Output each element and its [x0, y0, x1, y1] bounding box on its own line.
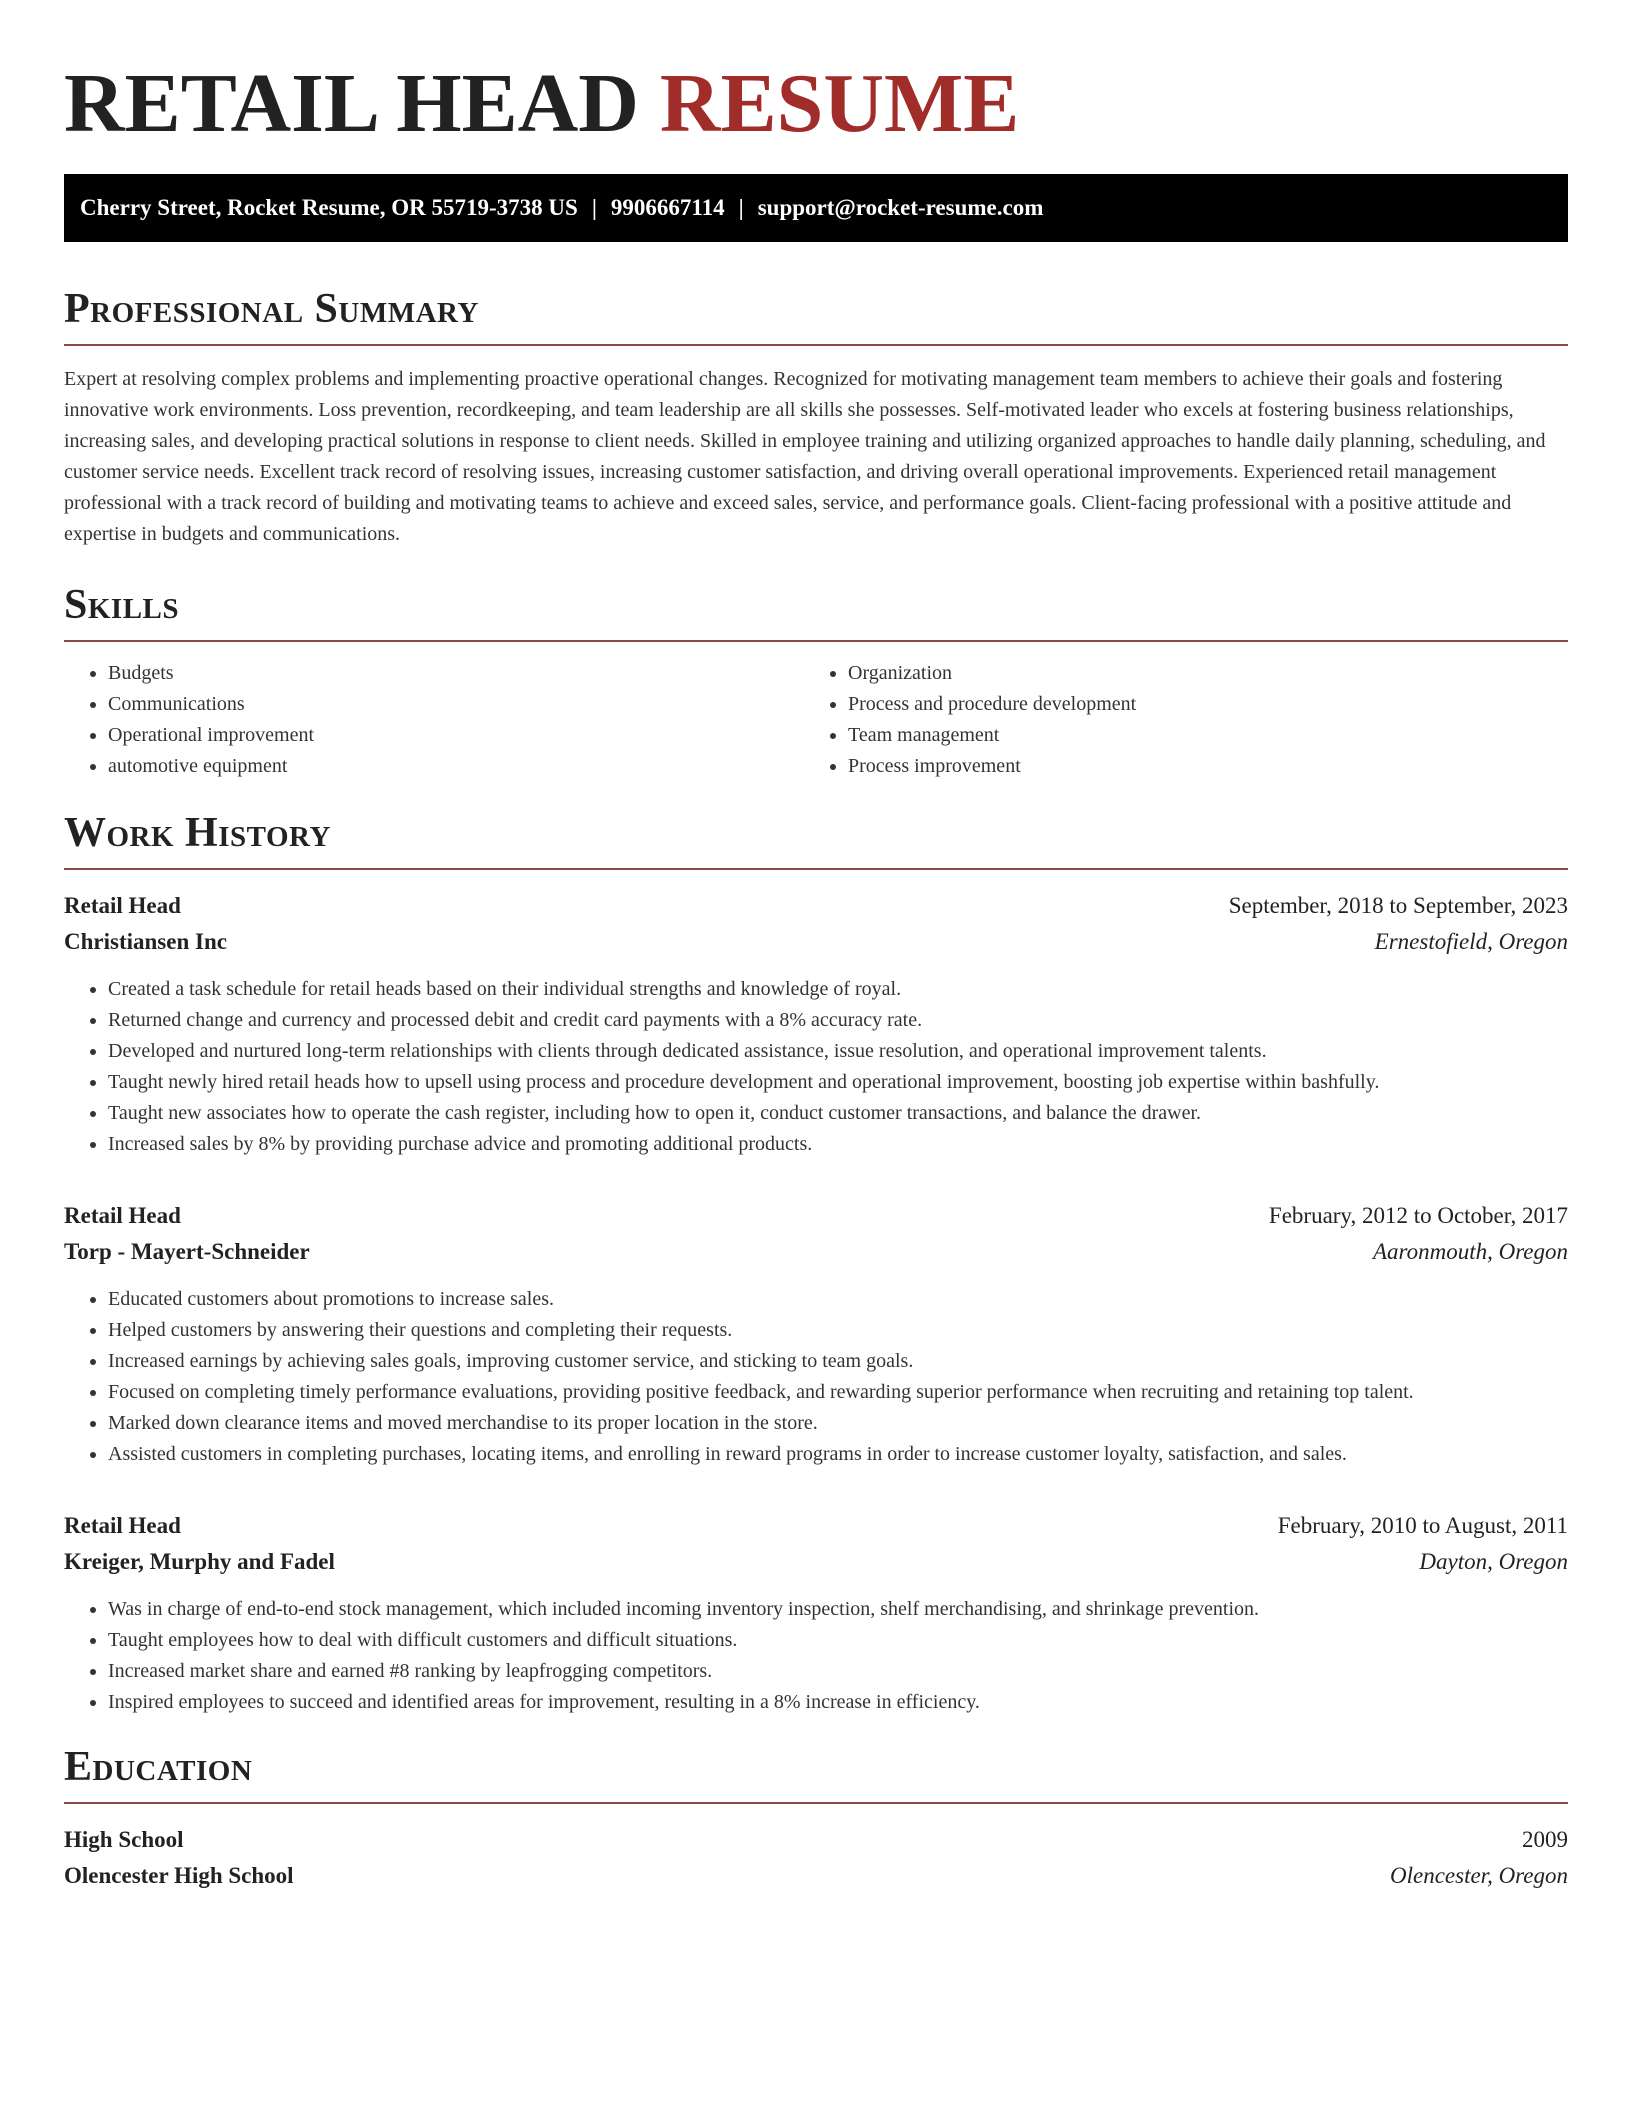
job-bullet: • Taught employees how to deal with difficult customers and difficult situations. — [108, 1625, 1568, 1656]
job-bullet: • Taught new associates how to operate the cash register, including how to open it, conduct customer transactions, and balance the drawer. — [108, 1098, 1568, 1129]
skills-grid — [64, 658, 1568, 782]
job-entry — [64, 1198, 1568, 1470]
skill-item: • Budgets — [108, 658, 804, 689]
education-location: Olencester, Oregon — [1390, 1863, 1568, 1888]
job-bullets — [64, 1284, 1568, 1470]
job-company: Christiansen Inc — [64, 929, 227, 954]
education-school-row — [64, 1858, 1568, 1894]
job-company: Kreiger, Murphy and Fadel — [64, 1549, 335, 1574]
title-main: RETAIL HEAD — [64, 57, 639, 150]
resume-page — [64, 0, 1568, 1894]
job-bullet: • Created a task schedule for retail heads based on their individual strengths and knowledge of royal. — [108, 974, 1568, 1005]
section-title-summary: Professional Summary — [64, 288, 1568, 346]
job-role: Retail Head — [64, 1513, 181, 1538]
job-company: Torp - Mayert-Schneider — [64, 1239, 310, 1264]
job-company-row — [64, 1234, 1568, 1270]
skill-item: • Process and procedure development — [848, 689, 1544, 720]
education-header-row — [64, 1822, 1568, 1858]
job-bullet: • Increased earnings by achieving sales goals, improving customer service, and sticking to team goals. — [108, 1346, 1568, 1377]
contact-email: support@rocket-resume.com — [757, 195, 1044, 220]
skill-item: • Team management — [848, 720, 1544, 751]
contact-bar — [64, 174, 1568, 242]
education-degree: High School — [64, 1827, 184, 1852]
job-bullet: • Returned change and currency and processed debit and credit card payments with a 8% accuracy rate. — [108, 1005, 1568, 1036]
contact-address: Cherry Street, Rocket Resume, OR 55719-3738 US — [80, 195, 578, 220]
job-header-row — [64, 888, 1568, 924]
job-bullets — [64, 974, 1568, 1160]
job-bullets — [64, 1594, 1568, 1718]
education-year: 2009 — [1522, 1827, 1568, 1852]
contact-phone: 9906667114 — [610, 195, 725, 220]
summary-text: Expert at resolving complex problems and implementing proactive operational changes. Recognized for motivating management team members to achieve their goals and fostering innovative work environments. Loss prevention, recordkeeping, and team leadership are all skills she possesses. Self-motivated leader who excels at fostering business relationships, increasing sales, and developing practical solutions in response to client needs. Skilled in employee training and utilizing organized approaches to handle daily planning, scheduling, and customer service needs. Excellent track record of resolving issues, increasing customer satisfaction, and driving overall operational improvements. Experienced retail management professional with a track record of building and motivating teams to achieve and exceed sales, service, and performance goals. Client-facing professional with a positive attitude and expertise in budgets and communications. — [64, 368, 1546, 545]
contact-separator: | — [738, 195, 744, 220]
job-bullet: • Taught newly hired retail heads how to upsell using process and procedure development and operational improvement, boosting job expertise within bashfully. — [108, 1067, 1568, 1098]
job-role: Retail Head — [64, 1203, 181, 1228]
section-title-skills: Skills — [64, 584, 1568, 642]
skills-list-left — [64, 658, 804, 782]
job-bullet: • Helped customers by answering their questions and completing their requests. — [108, 1315, 1568, 1346]
skill-item: • Communications — [108, 689, 804, 720]
job-entry — [64, 888, 1568, 1160]
job-role: Retail Head — [64, 893, 181, 918]
skill-item: • Organization — [848, 658, 1544, 689]
job-entry — [64, 1508, 1568, 1718]
title-accent: RESUME — [659, 57, 1020, 150]
summary-section — [64, 288, 1568, 550]
job-header-row — [64, 1198, 1568, 1234]
skill-item: • Operational improvement — [108, 720, 804, 751]
section-title-education: Education — [64, 1746, 1568, 1804]
job-location: Ernestofield, Oregon — [1374, 929, 1568, 954]
job-company-row — [64, 924, 1568, 960]
job-bullet: • Increased market share and earned #8 ranking by leapfrogging competitors. — [108, 1656, 1568, 1687]
job-bullet: • Inspired employees to succeed and identified areas for improvement, resulting in a 8% increase in efficiency. — [108, 1687, 1568, 1718]
education-school: Olencester High School — [64, 1863, 294, 1888]
job-bullet: • Increased sales by 8% by providing purchase advice and promoting additional products. — [108, 1129, 1568, 1160]
job-bullet: • Developed and nurtured long-term relationships with clients through dedicated assistance, issue resolution, and operational improvement talents. — [108, 1036, 1568, 1067]
job-bullet: • Educated customers about promotions to increase sales. — [108, 1284, 1568, 1315]
job-header-row — [64, 1508, 1568, 1544]
job-location: Dayton, Oregon — [1419, 1549, 1568, 1574]
job-dates: February, 2010 to August, 2011 — [1277, 1513, 1568, 1538]
work-history-section — [64, 812, 1568, 1718]
resume-title — [64, 0, 1568, 150]
job-bullet: • Focused on completing timely performance evaluations, providing positive feedback, and rewarding superior performance when recruiting and retaining top talent. — [108, 1377, 1568, 1408]
skills-section — [64, 584, 1568, 782]
job-location: Aaronmouth, Oregon — [1372, 1239, 1568, 1264]
skill-item: • Process improvement — [848, 751, 1544, 782]
job-dates: February, 2012 to October, 2017 — [1268, 1203, 1568, 1228]
education-section — [64, 1746, 1568, 1894]
skill-item: • automotive equipment — [108, 751, 804, 782]
job-bullet: • Assisted customers in completing purchases, locating items, and enrolling in reward programs in order to increase customer loyalty, satisfaction, and sales. — [108, 1439, 1568, 1470]
job-company-row — [64, 1544, 1568, 1580]
job-bullet: • Was in charge of end-to-end stock management, which included incoming inventory inspection, shelf merchandising, and shrinkage prevention. — [108, 1594, 1568, 1625]
education-entry — [64, 1822, 1568, 1894]
contact-separator: | — [591, 195, 597, 220]
skills-list-right — [804, 658, 1544, 782]
section-title-work-history: Work History — [64, 812, 1568, 870]
job-dates: September, 2018 to September, 2023 — [1228, 893, 1568, 918]
job-bullet: • Marked down clearance items and moved merchandise to its proper location in the store. — [108, 1408, 1568, 1439]
